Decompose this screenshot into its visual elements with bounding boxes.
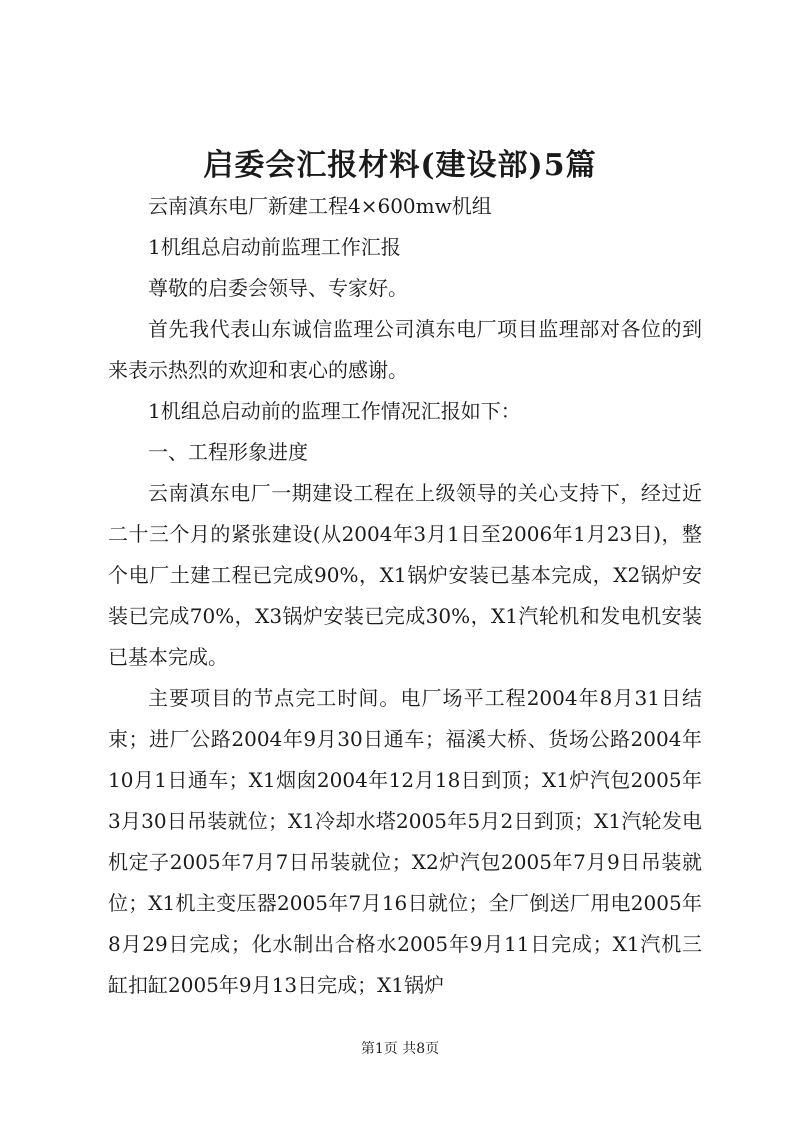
paragraph-report-title: 1机组总启动前监理工作汇报 — [148, 235, 401, 259]
paragraph-milestones: 主要项目的节点完工时间。电厂场平工程2004年8月31日结束；进厂公路2004年9月30日通车；福溪大桥、货场公路2004年10月1日通车；X1烟囱2004年12月18日到顶；X1炉汽包2005年3月30日吊装就位；X1冷却水塔2005年5月2日到顶；X1汽轮发电机定子2005年7月7日吊装就位；X2炉汽包2005年7月9日吊装就位；X1机主变压器2005年7月16日就位；全厂倒送厂用电2005年8月29日完成；化水制出合格水2005年9月11日完成；X1汽机三缸扣缸2005年9月13日完成；X1锅炉 — [108, 686, 702, 997]
section-heading-progress: 一、工程形象进度 — [148, 440, 308, 464]
paragraph-greeting: 尊敬的启委会领导、专家好。 — [148, 276, 408, 300]
paragraph-progress-summary: 云南滇东电厂一期建设工程在上级领导的关心支持下，经过近二十三个月的紧张建设(从2004年3月1日至2006年1月23日)，整个电厂土建工程已完成90%，X1锅炉安装已基本完成，X2锅炉安装已完成70%，X3锅炉安装已完成30%，X1汽轮机和发电机安装已基本完成。 — [108, 481, 702, 669]
paragraph-project-name: 云南滇东电厂新建工程4×600mw机组 — [148, 194, 492, 218]
paragraph-welcome: 首先我代表山东诚信监理公司滇东电厂项目监理部对各位的到来表示热烈的欢迎和衷心的感谢。 — [108, 317, 702, 382]
document-title: 启委会汇报材料(建设部)5篇 — [203, 148, 597, 183]
page-footer: 第1页 共8页 — [360, 1041, 440, 1057]
paragraph-intro: 1机组总启动前的监理工作情况汇报如下： — [148, 399, 521, 423]
document-body — [108, 186, 702, 1006]
